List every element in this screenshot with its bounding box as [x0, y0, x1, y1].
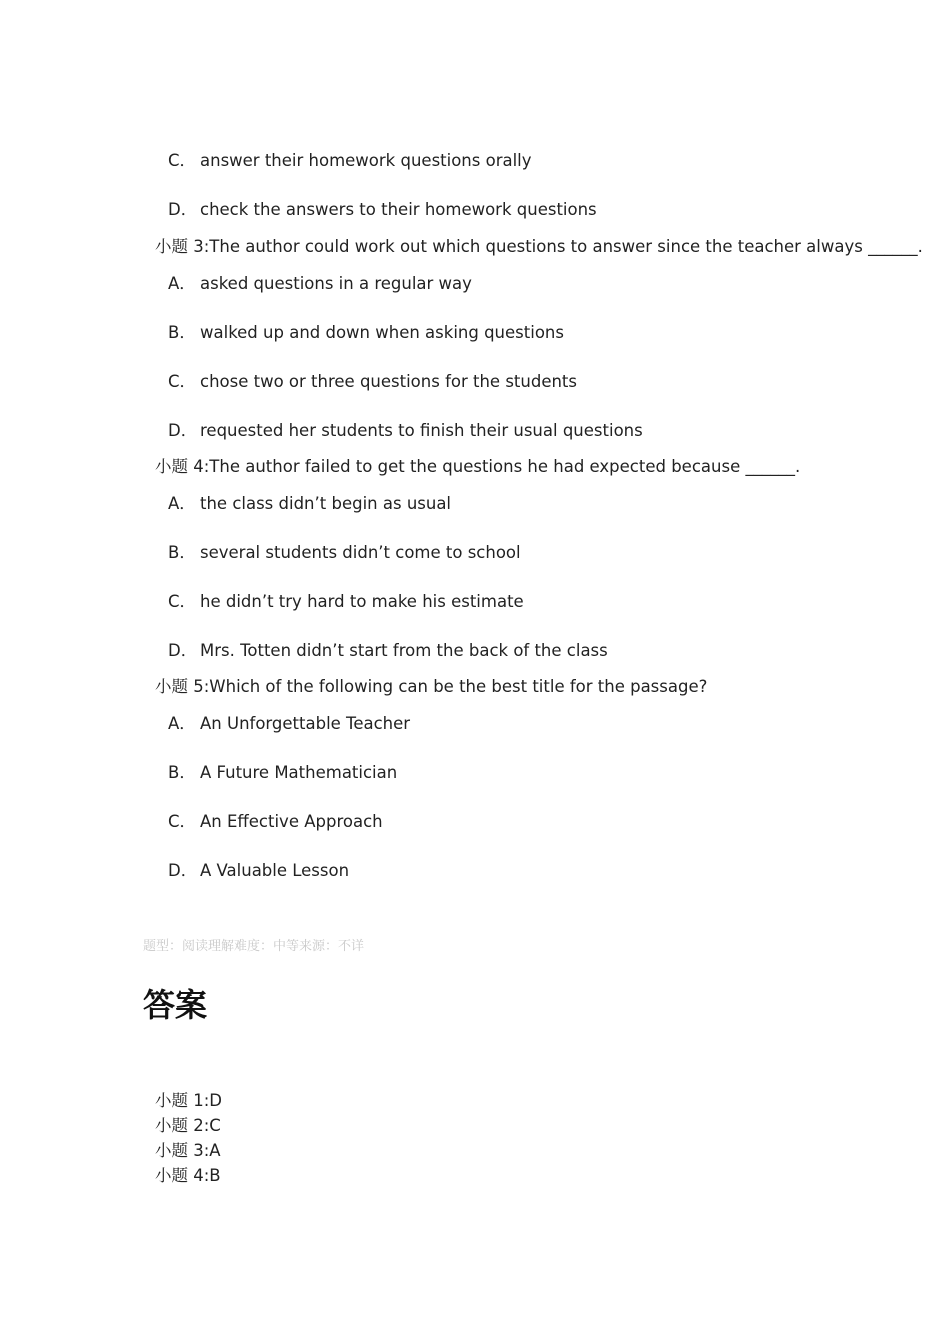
option-letter: A． — [168, 714, 196, 733]
option-text: he didn’t try hard to make his estimate — [200, 592, 524, 611]
q5-option-a — [168, 713, 410, 735]
option-text: requested her students to finish their usual questions — [200, 421, 643, 440]
q5-stem: 小题 5:Which of the following can be the best title for the passage? — [155, 677, 708, 696]
q4-option-c — [168, 591, 524, 613]
option-letter: A． — [168, 494, 196, 513]
option-letter: A． — [168, 274, 196, 293]
answer-line: 小题 2:C — [155, 1116, 221, 1135]
option-text: chose two or three questions for the students — [200, 372, 577, 391]
q4-option-d — [168, 640, 608, 662]
option-letter: C． — [168, 151, 197, 170]
q5-option-d — [168, 860, 349, 882]
q3-option-a — [168, 273, 472, 295]
option-text: several students didn’t come to school — [200, 543, 521, 562]
option-letter: C． — [168, 372, 197, 391]
answer-line: 小题 4:B — [155, 1166, 221, 1185]
q2-option-c — [168, 150, 532, 172]
question-meta: 题型：阅读理解难度：中等来源：不详 — [143, 939, 365, 954]
option-letter: D． — [168, 861, 198, 880]
option-letter: B． — [168, 763, 196, 782]
option-text: A Future Mathematician — [200, 763, 398, 782]
answer-line: 小题 1:D — [155, 1091, 223, 1110]
option-text: the class didn’t begin as usual — [200, 494, 452, 513]
q3-option-d — [168, 420, 643, 442]
answer-heading: 答案 — [143, 986, 208, 1024]
q5-option-c — [168, 811, 383, 833]
option-text: A Valuable Lesson — [200, 861, 350, 880]
q3-stem: 小题 3:The author could work out which questions to answer since the teacher always ______. — [155, 237, 923, 256]
q4-stem: 小题 4:The author failed to get the questions he had expected because ______. — [155, 457, 801, 476]
option-letter: C． — [168, 812, 197, 831]
q3-option-b — [168, 322, 564, 344]
option-text: check the answers to their homework questions — [200, 200, 597, 219]
q5-option-b — [168, 762, 397, 784]
q2-option-d — [168, 199, 597, 221]
option-letter: B． — [168, 323, 196, 342]
q3-option-c — [168, 371, 577, 393]
option-letter: B． — [168, 543, 196, 562]
option-text: answer their homework questions orally — [200, 151, 532, 170]
option-letter: D． — [168, 200, 198, 219]
option-text: An Effective Approach — [200, 812, 383, 831]
option-letter: C． — [168, 592, 197, 611]
option-text: Mrs. Totten didn’t start from the back of the class — [200, 641, 608, 660]
option-letter: D． — [168, 421, 198, 440]
q4-option-b — [168, 542, 521, 564]
option-text: walked up and down when asking questions — [200, 323, 564, 342]
option-text: asked questions in a regular way — [200, 274, 472, 293]
q4-option-a — [168, 493, 451, 515]
answer-line: 小题 3:A — [155, 1141, 221, 1160]
option-letter: D． — [168, 641, 198, 660]
option-text: An Unforgettable Teacher — [200, 714, 411, 733]
